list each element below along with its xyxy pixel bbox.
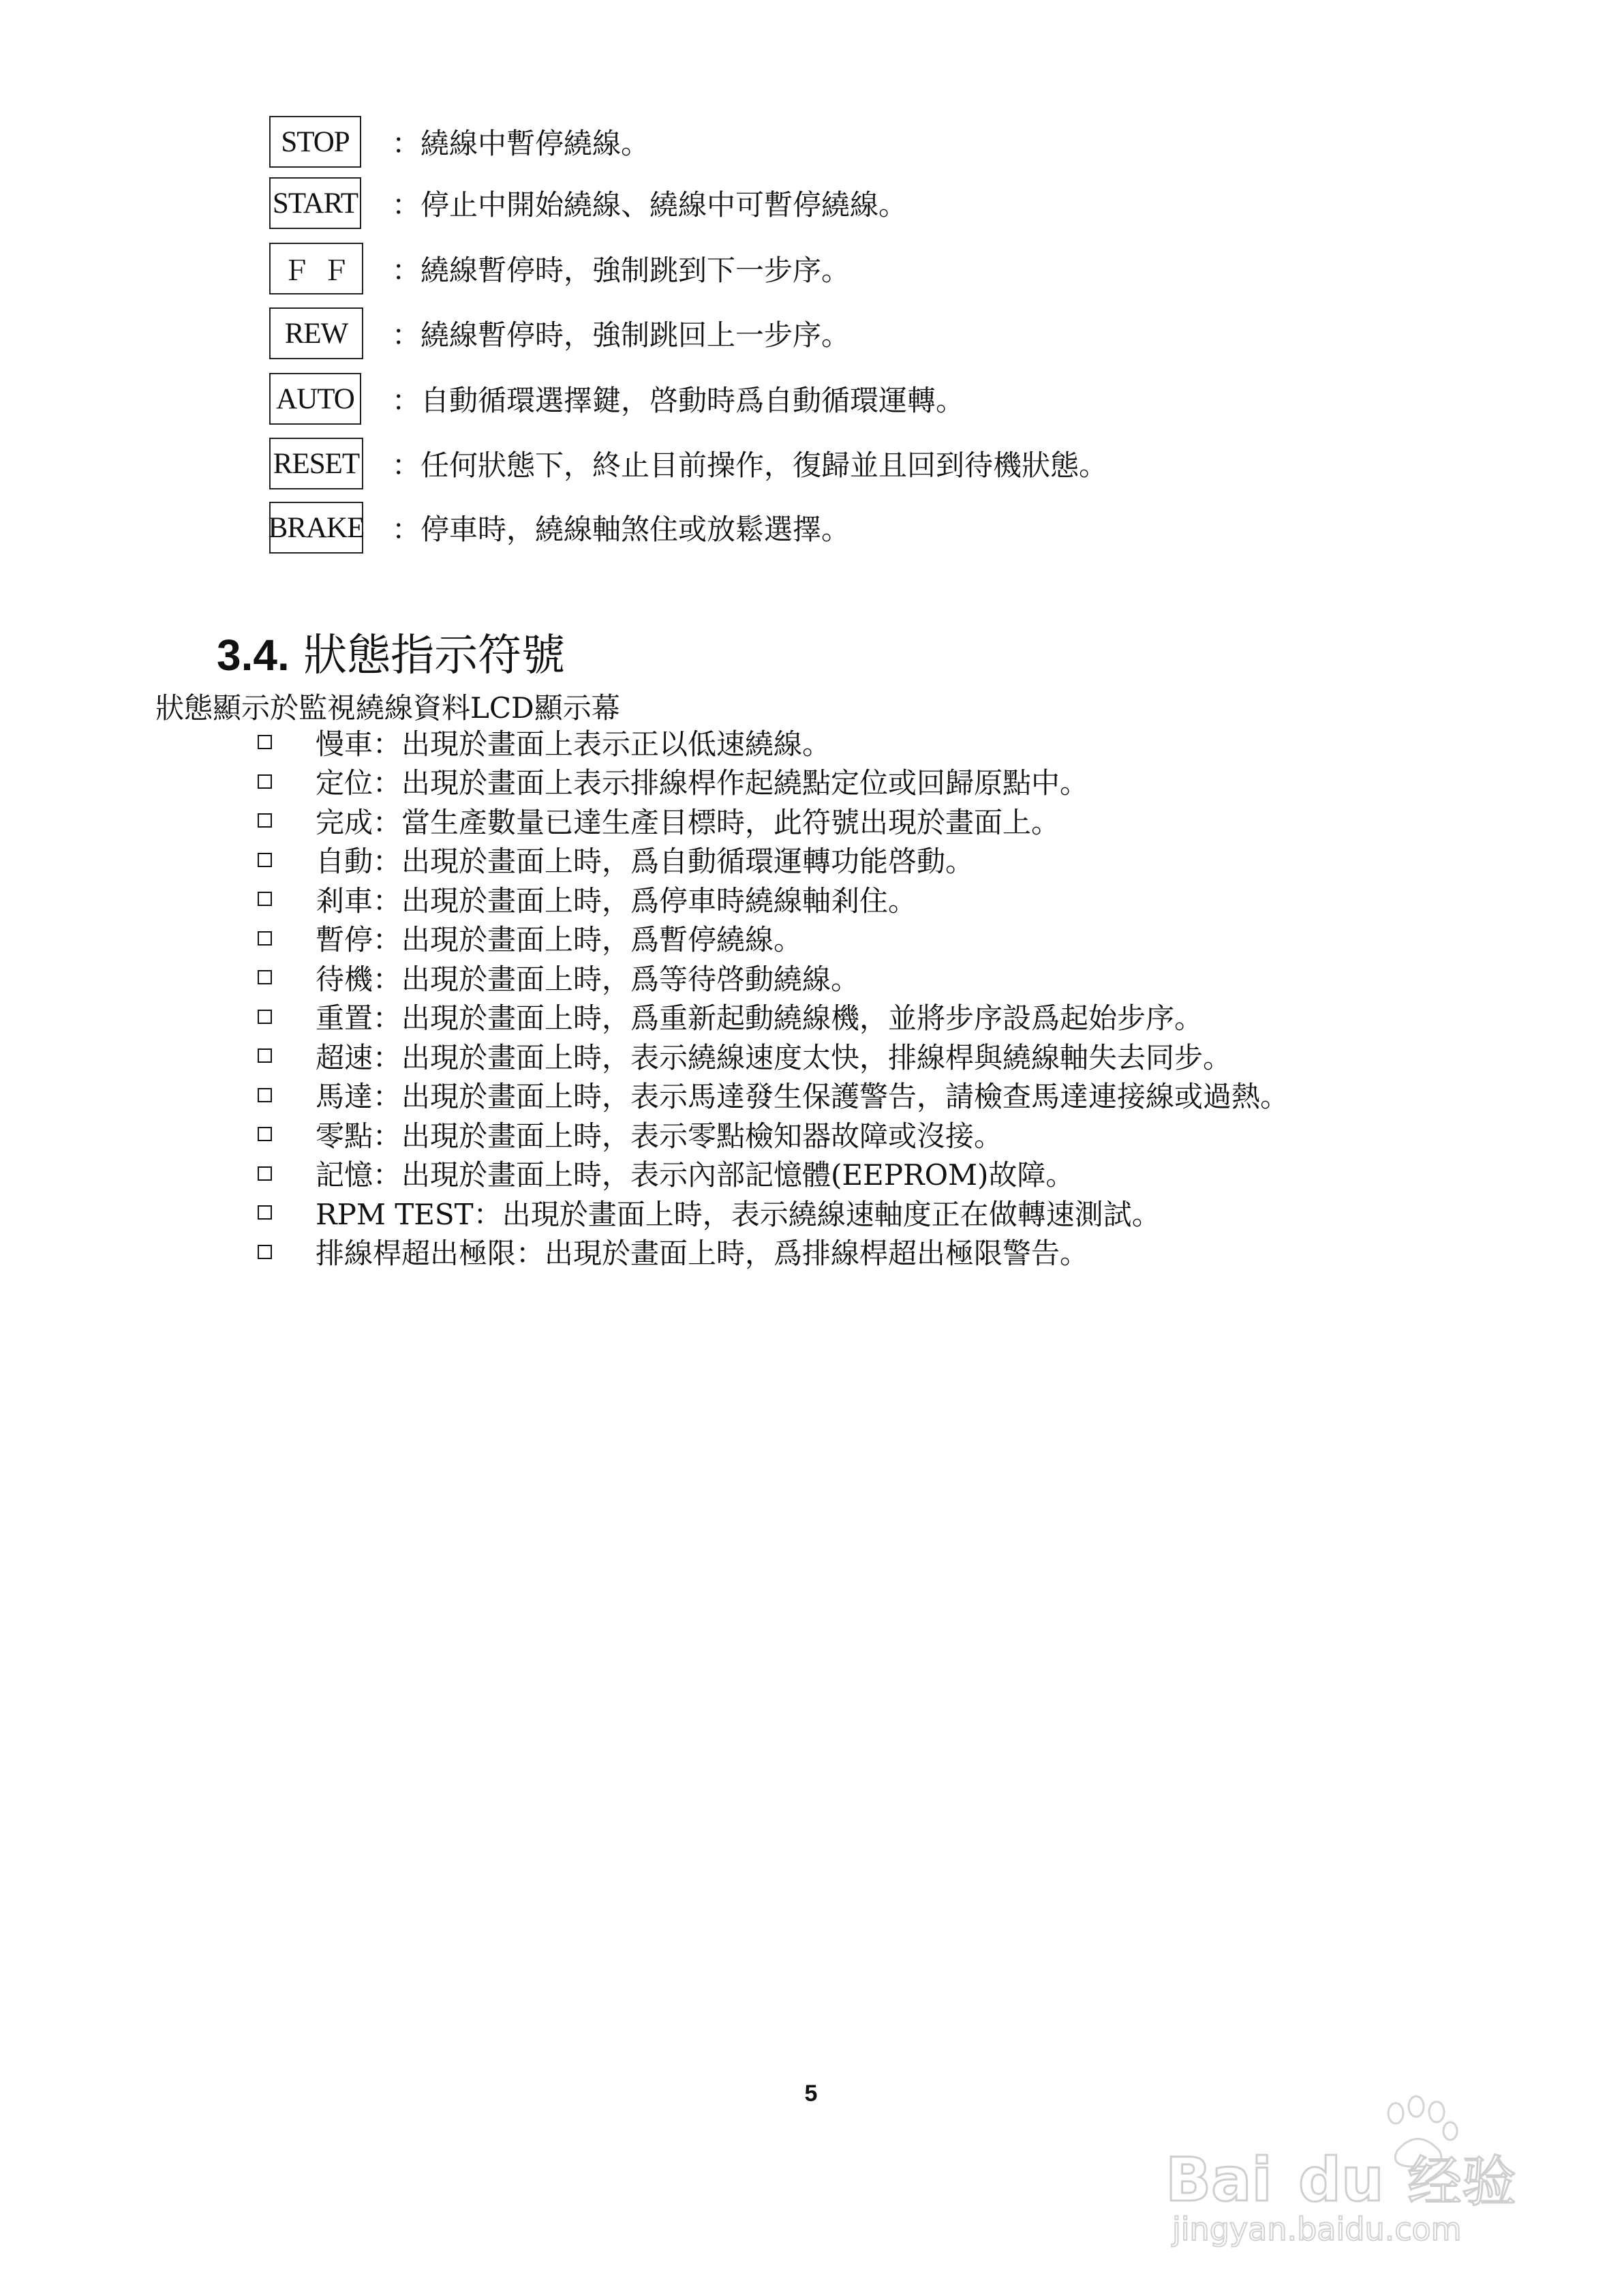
list-item-text: 記憶：出現於畫面上時，表示內部記憶體(EEPROM)故障。	[316, 1158, 1075, 1192]
square-bullet-icon	[258, 1010, 272, 1024]
reset-key-description: ：任何狀態下，終止目前操作，復歸並且回到待機狀態。	[392, 449, 1108, 482]
square-bullet-icon	[258, 1127, 272, 1141]
status-indicator-list	[258, 723, 1289, 1271]
list-item	[258, 1115, 1289, 1154]
auto-key-description: ：自動循環選擇鍵，啓動時爲自動循環運轉。	[392, 384, 965, 417]
list-item	[258, 879, 1289, 919]
section-heading	[217, 620, 565, 683]
list-item-text: 完成：當生產數量已達生產目標時，此符號出現於畫面上。	[316, 805, 1060, 839]
list-item-text: 定位：出現於畫面上表示排線桿作起繞點定位或回歸原點中。	[316, 766, 1089, 800]
list-item	[258, 1193, 1289, 1233]
stop-key-description: ：繞線中暫停繞線。	[392, 127, 650, 160]
rew-key-label: REW	[269, 307, 363, 359]
list-item-text: 慢車：出現於畫面上表示正以低速繞線。	[316, 727, 831, 761]
key-row-stop	[269, 115, 650, 169]
key-row-rew	[269, 306, 851, 361]
list-item-text: 剎車：出現於畫面上時，爲停車時繞線軸剎住。	[316, 883, 917, 918]
square-bullet-icon	[258, 1088, 272, 1102]
list-item-text: 重置：出現於畫面上時，爲重新起動繞線機，並將步序設爲起始步序。	[316, 1001, 1204, 1036]
key-row-ff	[269, 241, 851, 296]
page-number: 5	[804, 2081, 818, 2106]
list-item-text: RPM TEST：出現於畫面上時，表示繞線速軸度正在做轉速測試。	[316, 1197, 1161, 1231]
key-row-reset	[269, 436, 1108, 491]
key-row-brake	[268, 500, 851, 555]
list-item	[258, 801, 1289, 841]
list-item	[258, 1233, 1289, 1272]
square-bullet-icon	[258, 931, 272, 946]
list-item-text: 排線桿超出極限：出現於畫面上時，爲排線桿超出極限警告。	[316, 1237, 1089, 1271]
watermark-brand2: du	[1298, 2145, 1384, 2215]
list-item	[258, 1036, 1289, 1076]
auto-key-label: AUTO	[269, 373, 361, 425]
stop-key-label: STOP	[269, 116, 361, 168]
list-item	[258, 1076, 1289, 1115]
brake-key-label: BRAKE	[269, 502, 363, 554]
section-title: 狀態指示符號	[303, 631, 566, 681]
key-row-auto	[269, 372, 965, 426]
square-bullet-icon	[258, 1245, 272, 1259]
baidu-jingyan-watermark-logo	[1159, 2086, 1540, 2250]
watermark-product: 经验	[1407, 2150, 1516, 2214]
square-bullet-icon	[258, 970, 272, 984]
list-item	[258, 762, 1289, 802]
list-item	[258, 997, 1289, 1037]
list-item	[258, 841, 1289, 880]
list-item	[258, 1154, 1289, 1194]
watermark-brand: Bai	[1165, 2145, 1272, 2215]
list-item	[258, 958, 1289, 997]
square-bullet-icon	[258, 813, 272, 828]
list-item	[258, 723, 1289, 762]
list-item-text: 超速：出現於畫面上時，表示繞線速度太快，排線桿與繞線軸失去同步。	[316, 1040, 1232, 1074]
key-row-start	[269, 176, 908, 230]
section-number: 3.4.	[217, 631, 290, 680]
list-item-text: 馬達：出現於畫面上時，表示馬達發生保護警告，請檢查馬達連接線或過熱。	[316, 1080, 1289, 1114]
ff-key-description: ：繞線暫停時，強制跳到下一步序。	[392, 254, 851, 287]
start-key-description: ：停止中開始繞線、繞線中可暫停繞線。	[392, 188, 908, 222]
list-item-text: 暫停：出現於畫面上時，爲暫停繞線。	[316, 923, 803, 957]
square-bullet-icon	[258, 1048, 272, 1063]
square-bullet-icon	[258, 1205, 272, 1220]
square-bullet-icon	[258, 735, 272, 749]
start-key-label: START	[269, 177, 361, 229]
watermark-url: jingyan.baidu.com	[1172, 2211, 1462, 2248]
square-bullet-icon	[258, 1166, 272, 1181]
section-intro: 狀態顯示於監視繞線資料LCD顯示幕	[155, 691, 620, 725]
square-bullet-icon	[258, 892, 272, 906]
rew-key-description: ：繞線暫停時，強制跳回上一步序。	[392, 318, 851, 352]
square-bullet-icon	[258, 853, 272, 867]
square-bullet-icon	[258, 774, 272, 789]
reset-key-label: RESET	[269, 438, 363, 489]
list-item-text: 待機：出現於畫面上時，爲等待啓動繞線。	[316, 962, 860, 996]
brake-key-description: ：停車時，繞線軸煞住或放鬆選擇。	[392, 513, 851, 546]
list-item-text: 零點：出現於畫面上時，表示零點檢知器故障或沒接。	[316, 1119, 1003, 1153]
list-item-text: 自動：出現於畫面上時，爲自動循環運轉功能啓動。	[316, 845, 975, 879]
ff-key-label: ＦＦ	[269, 243, 363, 294]
list-item	[258, 919, 1289, 958]
